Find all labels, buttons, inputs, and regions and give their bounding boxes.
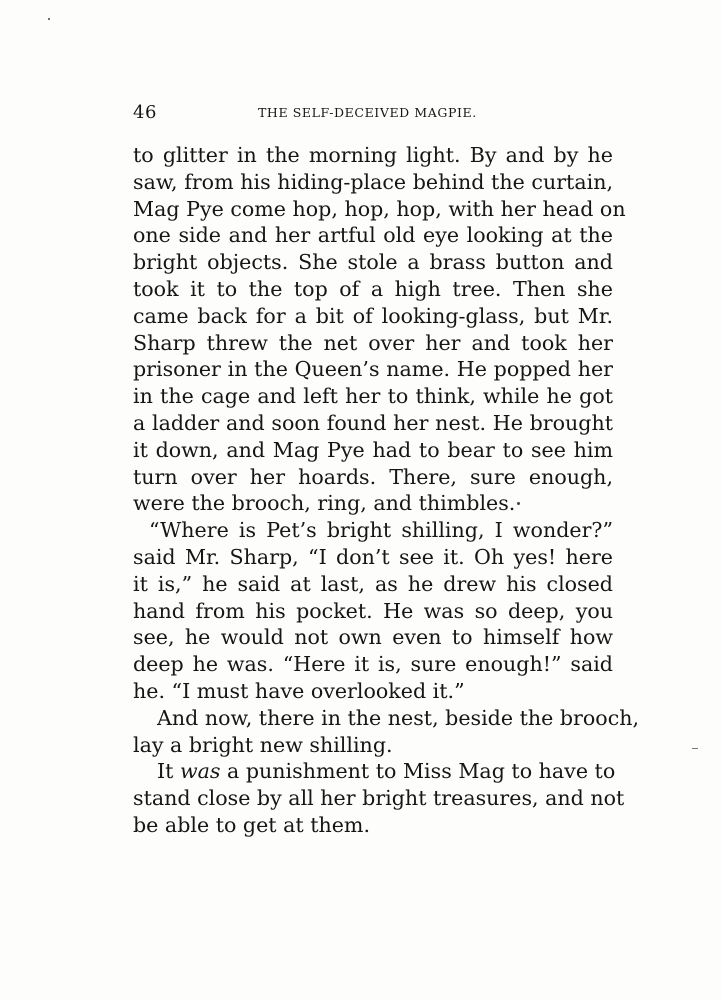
text-line: hand from his pocket. He was so deep, you — [133, 598, 613, 623]
text-line: stand close by all her bright treasures, and not — [133, 786, 625, 811]
text-line: said Mr. Sharp, “I don’t see it. Oh yes! here — [133, 544, 613, 569]
text-line: he. “I must have overlooked it.” — [133, 678, 465, 703]
text-line: Mag Pye come hop, hop, hop, with her head on — [133, 196, 626, 221]
text-line: bright objects. She stole a brass button and — [133, 250, 613, 275]
text-line: in the cage and left her to think, while he got — [133, 384, 613, 409]
text-line: a ladder and soon found her nest. He brought — [133, 410, 613, 435]
text-line: turn over her hoards. There, sure enough, — [133, 464, 613, 489]
page-header — [133, 102, 611, 126]
paragraph-3 — [133, 705, 640, 759]
text-line: to glitter in the morning light. By and by he — [133, 143, 613, 167]
text-line: were the brooch, ring, and thimbles. — [133, 491, 516, 516]
text-line: one side and her artful old eye looking at the — [133, 223, 613, 248]
running-title: THE SELF-DECEIVED MAGPIE. — [258, 105, 477, 120]
ink-speck — [517, 502, 520, 505]
ink-speck — [48, 18, 50, 20]
emphasis-word: was — [179, 759, 221, 784]
text-run: It — [157, 759, 174, 784]
text-line: it is,” he said at last, as he drew his closed — [133, 571, 613, 596]
text-line: came back for a bit of looking-glass, but Mr. — [133, 303, 613, 328]
text-line: deep he was. “Here it is, sure enough!” said — [133, 652, 613, 677]
scan-mark — [692, 748, 698, 749]
text-line: saw, from his hiding-place behind the curtain, — [133, 169, 613, 194]
text-line: be able to get at them. — [133, 812, 371, 837]
text-line: “Where is Pet’s bright shilling, I wonder?” — [149, 518, 613, 543]
text-line: Sharp threw the net over her and took her — [133, 330, 613, 355]
paragraph-2 — [133, 517, 613, 705]
text-line — [133, 758, 616, 785]
text-run: a punishment to Miss Mag to have to — [227, 759, 616, 784]
text-line: prisoner in the Queen’s name. He popped her — [133, 357, 613, 382]
paragraph-4 — [133, 758, 625, 838]
page-number: 46 — [133, 102, 157, 123]
text-line: it down, and Mag Pye had to bear to see him — [133, 437, 613, 462]
text-line: see, he would not own even to himself how — [133, 625, 613, 650]
text-line: lay a bright new shilling. — [133, 732, 393, 757]
text-line: took it to the top of a high tree. Then she — [133, 276, 613, 301]
body-text — [133, 142, 640, 839]
paragraph-1 — [133, 142, 626, 517]
text-line: And now, there in the nest, beside the brooch, — [157, 705, 640, 730]
